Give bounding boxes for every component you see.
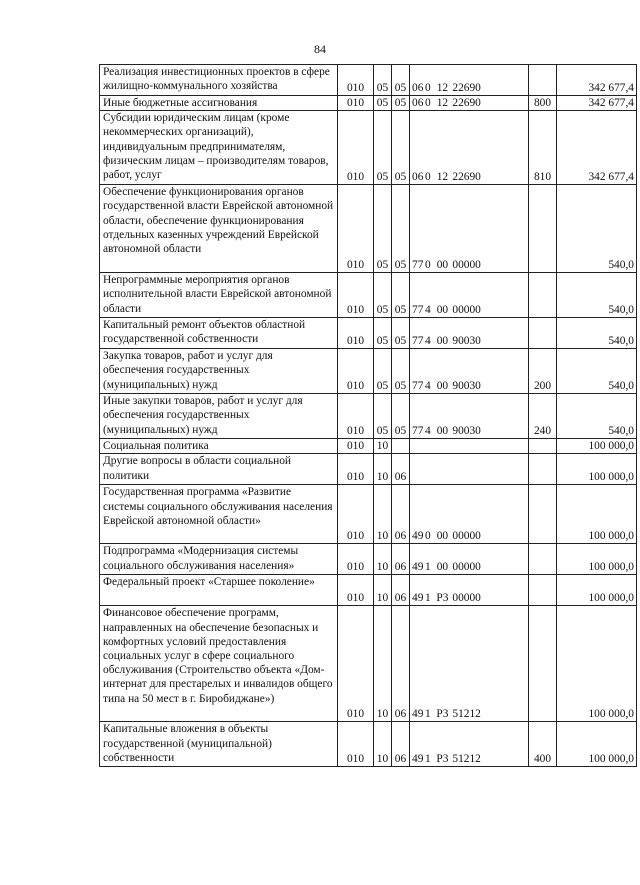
subsection-code: 05 xyxy=(392,111,410,185)
amount: 342 677,4 xyxy=(557,96,637,111)
row-name: Субсидии юридическим лицам (кроме некоммерческих организаций), индивидуальным предпринимателям, физическим лицам – производителям товаров, работ, услуг xyxy=(100,111,338,185)
table-row xyxy=(100,394,637,439)
ministry-code: 010 xyxy=(338,394,374,439)
ministry-code: 010 xyxy=(338,544,374,575)
subsection-code: 05 xyxy=(392,349,410,394)
table-row xyxy=(100,544,637,575)
expense-type-code xyxy=(529,454,557,485)
csr-code: 22690 xyxy=(452,171,481,183)
csr-subprogram: 0 xyxy=(425,97,431,109)
csr-program: 06 xyxy=(412,97,424,109)
subsection-code: 05 xyxy=(392,318,410,349)
csr-code: 00000 xyxy=(452,259,481,271)
section-code: 05 xyxy=(374,96,392,111)
target-article-code xyxy=(410,318,529,349)
amount: 100 000,0 xyxy=(557,485,637,544)
csr-code: 51212 xyxy=(452,708,481,721)
table-row xyxy=(100,439,637,454)
table-row xyxy=(100,96,637,111)
table-row xyxy=(100,65,637,96)
section-code: 10 xyxy=(374,544,392,575)
amount: 342 677,4 xyxy=(557,65,637,96)
csr-code: 22690 xyxy=(452,97,481,109)
csr-program: 49 xyxy=(412,708,424,721)
csr-subprogram: 1 xyxy=(425,592,431,605)
csr-code: 22690 xyxy=(452,81,481,94)
csr-code: 90030 xyxy=(452,425,481,437)
csr-group: P3 xyxy=(436,592,449,605)
row-name: Непрограммные мероприятия органов исполнительной власти Еврейской автономной области xyxy=(100,273,338,318)
csr-group: 00 xyxy=(436,530,449,543)
row-name: Другие вопросы в области социальной политики xyxy=(100,454,338,485)
expense-type-code: 200 xyxy=(529,349,557,394)
csr-program: 49 xyxy=(412,753,424,766)
table-row xyxy=(100,485,637,544)
target-article-code xyxy=(410,722,529,767)
csr-group: 00 xyxy=(436,259,449,271)
amount: 100 000,0 xyxy=(557,544,637,575)
csr-code: 00000 xyxy=(452,530,481,543)
amount: 100 000,0 xyxy=(557,575,637,606)
csr-group: 12 xyxy=(436,97,449,109)
csr-subprogram: 4 xyxy=(425,335,431,347)
expense-type-code xyxy=(529,65,557,96)
row-name: Реализация инвестиционных проектов в сфере жилищно-коммунального хозяйства xyxy=(100,65,338,96)
amount: 100 000,0 xyxy=(557,454,637,485)
ministry-code: 010 xyxy=(338,349,374,394)
budget-table-body xyxy=(100,65,637,767)
csr-code: 90030 xyxy=(452,335,481,347)
subsection-code: 05 xyxy=(392,394,410,439)
table-row xyxy=(100,318,637,349)
page-number: 84 xyxy=(314,42,326,56)
target-article-code xyxy=(410,185,529,273)
csr-group: 12 xyxy=(436,81,449,94)
csr-program: 77 xyxy=(412,259,424,271)
target-article-code xyxy=(410,439,529,454)
expense-type-code xyxy=(529,273,557,318)
section-code: 05 xyxy=(374,273,392,318)
expense-type-code xyxy=(529,318,557,349)
csr-program: 77 xyxy=(412,304,424,316)
table-row xyxy=(100,575,637,606)
csr-code: 00000 xyxy=(452,561,481,574)
csr-program: 06 xyxy=(412,171,424,183)
amount: 100 000,0 xyxy=(557,439,637,454)
csr-subprogram: 0 xyxy=(425,171,431,183)
csr-program: 77 xyxy=(412,335,424,347)
csr-group: 00 xyxy=(436,335,449,347)
csr-code: 00000 xyxy=(452,304,481,316)
expense-type-code xyxy=(529,439,557,454)
row-name: Обеспечение функционирования органов государственной власти Еврейской автономной области, обеспечение функционирования отдельных казенных учреждений Еврейской автономной области xyxy=(100,185,338,273)
subsection-code: 05 xyxy=(392,96,410,111)
csr-subprogram: 0 xyxy=(425,530,431,543)
ministry-code: 010 xyxy=(338,575,374,606)
csr-group: P3 xyxy=(436,753,449,766)
subsection-code: 06 xyxy=(392,544,410,575)
row-name: Иные закупки товаров, работ и услуг для обеспечения государственных (муниципальных) нужд xyxy=(100,394,338,439)
amount: 540,0 xyxy=(557,185,637,273)
csr-group: P3 xyxy=(436,708,449,721)
ministry-code: 010 xyxy=(338,722,374,767)
expense-type-code xyxy=(529,185,557,273)
ministry-code: 010 xyxy=(338,454,374,485)
subsection-code: 06 xyxy=(392,485,410,544)
csr-program: 49 xyxy=(412,530,424,543)
section-code: 10 xyxy=(374,722,392,767)
row-name: Капитальные вложения в объекты государственной (муниципальной) собственности xyxy=(100,722,338,767)
target-article-code xyxy=(410,394,529,439)
csr-subprogram: 4 xyxy=(425,304,431,316)
subsection-code: 05 xyxy=(392,65,410,96)
target-article-code xyxy=(410,349,529,394)
csr-group: 12 xyxy=(436,171,449,183)
csr-group: 00 xyxy=(436,304,449,316)
row-name: Закупка товаров, работ и услуг для обеспечения государственных (муниципальных) нужд xyxy=(100,349,338,394)
table-row xyxy=(100,454,637,485)
subsection-code: 06 xyxy=(392,722,410,767)
table-row xyxy=(100,273,637,318)
expense-type-code: 810 xyxy=(529,111,557,185)
csr-code: 51212 xyxy=(452,753,481,766)
row-name: Социальная политика xyxy=(100,439,338,454)
section-code: 10 xyxy=(374,454,392,485)
budget-table xyxy=(99,64,637,767)
row-name: Капитальный ремонт объектов областной государственной собственности xyxy=(100,318,338,349)
table-row xyxy=(100,606,637,722)
subsection-code xyxy=(392,439,410,454)
target-article-code xyxy=(410,544,529,575)
amount: 540,0 xyxy=(557,394,637,439)
csr-program: 49 xyxy=(412,561,424,574)
section-code: 05 xyxy=(374,111,392,185)
ministry-code: 010 xyxy=(338,96,374,111)
csr-subprogram: 0 xyxy=(425,81,431,94)
csr-subprogram: 1 xyxy=(425,561,431,574)
csr-program: 06 xyxy=(412,81,424,94)
target-article-code xyxy=(410,485,529,544)
table-row xyxy=(100,349,637,394)
subsection-code: 06 xyxy=(392,575,410,606)
amount: 540,0 xyxy=(557,349,637,394)
subsection-code: 05 xyxy=(392,185,410,273)
csr-subprogram: 0 xyxy=(425,259,431,271)
target-article-code xyxy=(410,111,529,185)
ministry-code: 010 xyxy=(338,439,374,454)
row-name: Финансовое обеспечение программ, направленных на обеспечение безопасных и комфортных условий предоставления социальных услуг в сфере социального обслуживания (Строительство объекта «Дом-интернат для престарелых и инвалидов общего типа на 50 мест в г. Биробиджане») xyxy=(100,606,338,722)
ministry-code: 010 xyxy=(338,273,374,318)
csr-group: 00 xyxy=(436,380,449,392)
target-article-code xyxy=(410,273,529,318)
expense-type-code: 240 xyxy=(529,394,557,439)
csr-group: 00 xyxy=(436,425,449,437)
target-article-code xyxy=(410,96,529,111)
target-article-code xyxy=(410,65,529,96)
target-article-code xyxy=(410,575,529,606)
table-row xyxy=(100,185,637,273)
target-article-code xyxy=(410,606,529,722)
ministry-code: 010 xyxy=(338,111,374,185)
row-name: Подпрограмма «Модернизация системы социального обслуживания населения» xyxy=(100,544,338,575)
csr-subprogram: 1 xyxy=(425,708,431,721)
amount: 342 677,4 xyxy=(557,111,637,185)
table-row xyxy=(100,722,637,767)
ministry-code: 010 xyxy=(338,65,374,96)
section-code: 05 xyxy=(374,349,392,394)
amount: 540,0 xyxy=(557,273,637,318)
amount: 100 000,0 xyxy=(557,606,637,722)
subsection-code: 05 xyxy=(392,273,410,318)
ministry-code: 010 xyxy=(338,318,374,349)
ministry-code: 010 xyxy=(338,606,374,722)
expense-type-code xyxy=(529,575,557,606)
section-code: 10 xyxy=(374,439,392,454)
section-code: 05 xyxy=(374,65,392,96)
section-code: 05 xyxy=(374,318,392,349)
table-row xyxy=(100,111,637,185)
section-code: 05 xyxy=(374,185,392,273)
csr-program: 77 xyxy=(412,380,424,392)
row-name: Государственная программа «Развитие системы социального обслуживания населения Еврейской автономной области» xyxy=(100,485,338,544)
subsection-code: 06 xyxy=(392,454,410,485)
expense-type-code xyxy=(529,544,557,575)
section-code: 10 xyxy=(374,606,392,722)
row-name: Иные бюджетные ассигнования xyxy=(100,96,338,111)
ministry-code: 010 xyxy=(338,185,374,273)
ministry-code: 010 xyxy=(338,485,374,544)
csr-subprogram: 4 xyxy=(425,380,431,392)
section-code: 05 xyxy=(374,394,392,439)
csr-subprogram: 4 xyxy=(425,425,431,437)
amount: 540,0 xyxy=(557,318,637,349)
section-code: 10 xyxy=(374,485,392,544)
expense-type-code xyxy=(529,606,557,722)
expense-type-code: 400 xyxy=(529,722,557,767)
csr-code: 90030 xyxy=(452,380,481,392)
expense-type-code: 800 xyxy=(529,96,557,111)
expense-type-code xyxy=(529,485,557,544)
amount: 100 000,0 xyxy=(557,722,637,767)
csr-group: 00 xyxy=(436,561,449,574)
row-name: Федеральный проект «Старшее поколение» xyxy=(100,575,338,606)
section-code: 10 xyxy=(374,575,392,606)
csr-program: 77 xyxy=(412,425,424,437)
csr-code: 00000 xyxy=(452,592,481,605)
subsection-code: 06 xyxy=(392,606,410,722)
csr-program: 49 xyxy=(412,592,424,605)
csr-subprogram: 1 xyxy=(425,753,431,766)
target-article-code xyxy=(410,454,529,485)
